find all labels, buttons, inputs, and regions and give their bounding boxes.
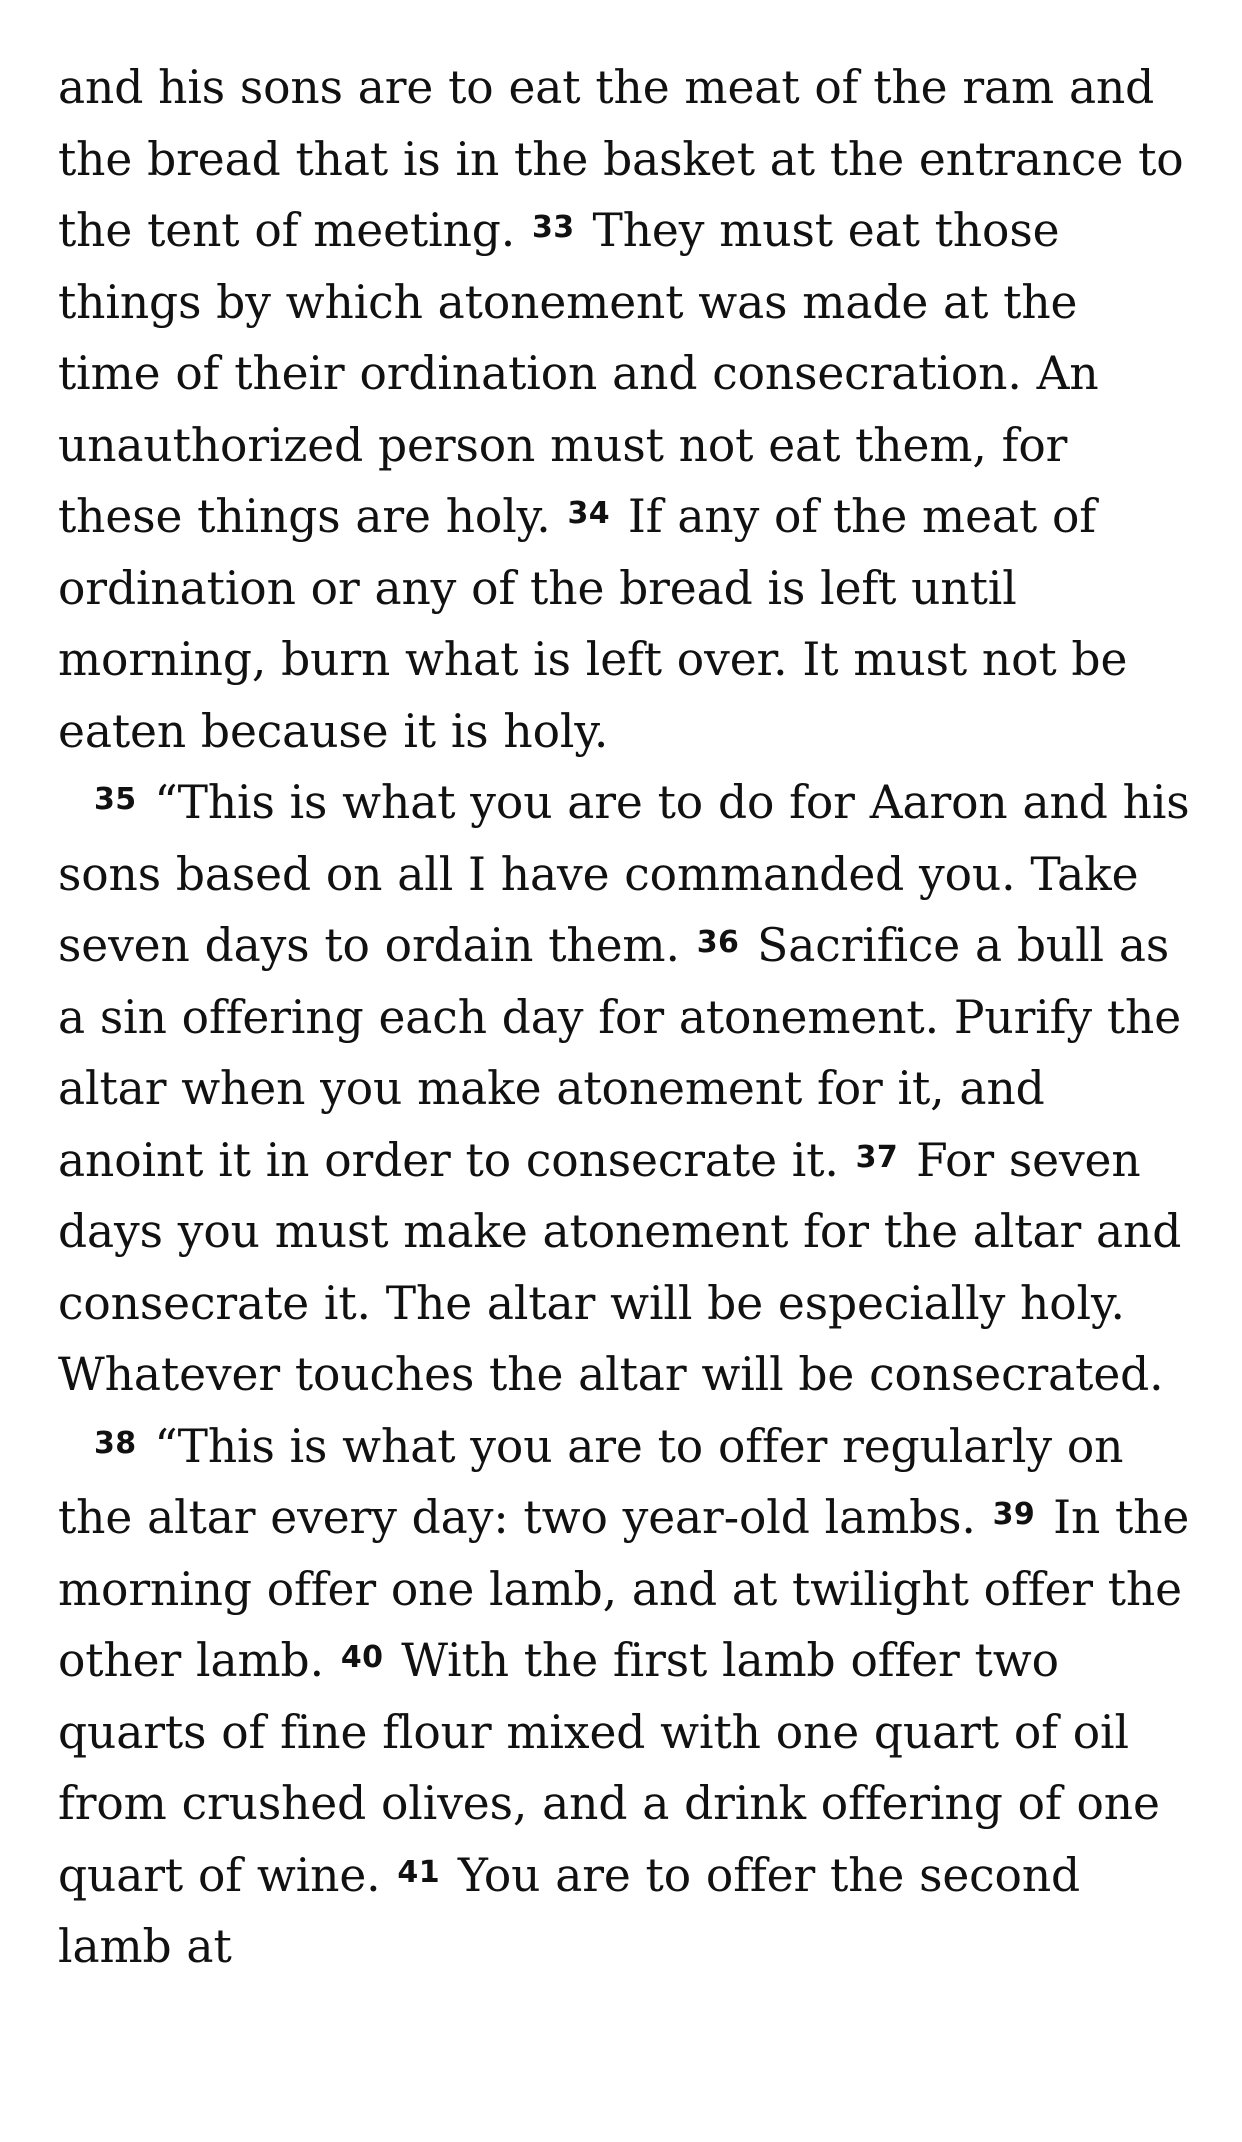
scripture-paragraph [58, 52, 1192, 767]
scripture-text-body [58, 52, 1192, 1983]
verse-number[interactable]: 39 [992, 1497, 1036, 1532]
scripture-text-run: You are to offer the second lamb at [58, 1848, 1081, 1973]
scripture-text-run: With the first lamb offer two quarts of fine flour mixed with one quart of oil from crushed olives, and a drink offering of one quart of wine. [58, 1634, 1160, 1902]
scripture-text-run: Sacrifice a bull as a sin offering each day for atonement. Purify the altar when you make atonement for it, and anoint it in order to consecrate it. [58, 919, 1182, 1187]
scripture-text-run: For seven days you must make atonement for the altar and consecrate it. The altar will be especially holy. Whatever touches the altar will be consecrated. [58, 1133, 1182, 1401]
scripture-text-run: and his sons are to eat the meat of the ram and the bread that is in the basket at the entrance to the tent of meeting. [58, 61, 1184, 257]
scripture-paragraph [58, 1411, 1192, 1983]
verse-number[interactable]: 36 [696, 925, 740, 960]
scripture-paragraph [58, 767, 1192, 1411]
verse-number[interactable]: 34 [567, 496, 611, 531]
verse-number[interactable]: 38 [94, 1425, 137, 1461]
scripture-text-run: In the morning offer one lamb, and at twilight offer the other lamb. [58, 1491, 1190, 1687]
verse-number[interactable]: 37 [855, 1139, 899, 1175]
verse-number[interactable]: 40 [340, 1640, 384, 1675]
scripture-text-run: “This is what you are to offer regularly on the altar every day: two year-old lambs. [58, 1419, 1124, 1544]
scripture-text-run: If any of the meat of ordination or any of the bread is left until morning, burn what is left over. It must not be eaten because it is holy. [58, 490, 1128, 758]
scripture-text-run: “This is what you are to do for Aaron and his sons based on all I have commanded you. Take seven days to ordain them. [58, 776, 1190, 972]
verse-number[interactable]: 33 [532, 210, 575, 245]
scripture-text-run: They must eat those things by which atonement was made at the time of their ordination and consecration. An unauthorized person must not eat them, for these things are holy. [58, 204, 1099, 543]
verse-number[interactable]: 35 [94, 782, 137, 817]
verse-number[interactable]: 41 [397, 1854, 440, 1890]
